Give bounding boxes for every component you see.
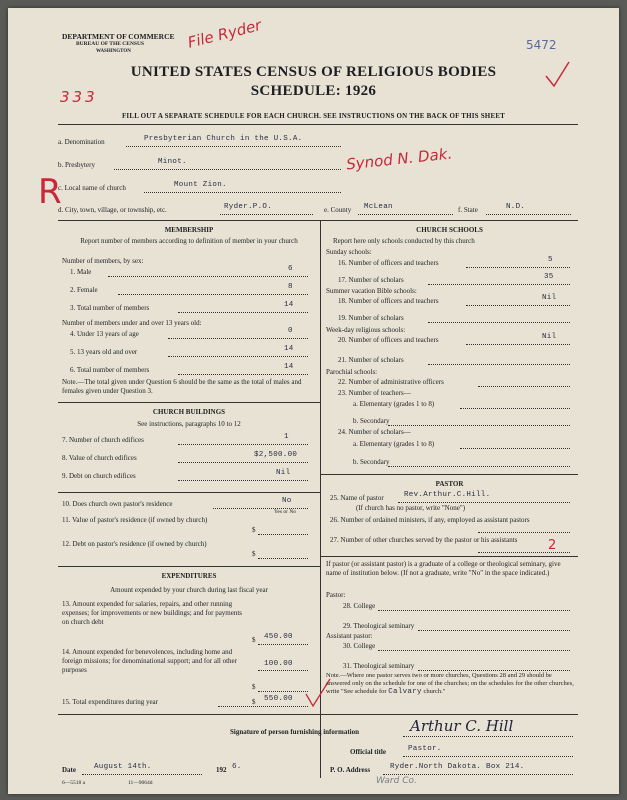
year-suffix: 6. [232, 763, 242, 771]
parochial-label: Parochial schools: [326, 368, 378, 376]
q14-currency: $ [252, 683, 256, 691]
q5-value: 14 [284, 345, 294, 353]
pencil-county-note: Ward Co. [376, 776, 417, 786]
q28-label: 28. College [343, 602, 376, 610]
bureau-label: BUREAU OF THE CENSUS [76, 41, 145, 47]
document-number: 5472 [526, 38, 557, 52]
q11-currency: $ [252, 526, 256, 534]
q15-value: 550.00 [264, 695, 293, 703]
q27-value: 2 [548, 538, 557, 553]
q29-label: 29. Theological seminary [343, 622, 415, 630]
city-label: d. City, town, village, or township, etc. [58, 206, 167, 214]
members-by-sex-label: Number of members, by sex: [62, 257, 144, 265]
official-title-label: Official title [350, 748, 386, 756]
official-title-value: Pastor. [408, 745, 442, 753]
pastor-note-value: Calvary [388, 688, 422, 696]
synod-handwriting: Synod N. Dak. [345, 144, 453, 174]
pastor-title: PASTOR [435, 480, 464, 488]
county-label: e. County [324, 206, 352, 214]
q30-label: 30. College [343, 642, 376, 650]
print-code-1: 6—5518 a [62, 780, 86, 786]
form-title: UNITED STATES CENSUS OF RELIGIOUS BODIES [130, 64, 497, 80]
q15-label: 15. Total expenditures during year [62, 698, 158, 706]
graduate-note: If pastor (or assistant pastor) is a graduate of a college or theological seminary, give name of institution below. (If not a graduate, write "No" in the space indicated.) [326, 560, 561, 577]
q12-currency: $ [252, 550, 256, 558]
q18-label: 18. Number of officers and teachers [338, 297, 439, 305]
denomination-value: Presbyterian Church in the U.S.A. [144, 135, 303, 143]
pastor-note [326, 672, 576, 696]
q17-label: 17. Number of scholars [338, 276, 404, 284]
membership-intro: Report number of members according to definition of member in your church [80, 237, 298, 245]
schools-title: CHURCH SCHOOLS [416, 226, 483, 234]
q17-value: 35 [544, 273, 554, 281]
red-code-handwriting: 333 [60, 88, 98, 106]
church-name-label: c. Local name of church [58, 184, 126, 192]
q14-value: 100.00 [264, 660, 293, 668]
margin-r-mark: R [38, 172, 62, 212]
q14-label: 14. Amount expended for benevolences, including home and foreign missions; for denominational support; and for all other purposes [62, 648, 237, 674]
q4-label: 4. Under 13 years of age [70, 330, 139, 338]
presbytery-value: Minot. [158, 158, 187, 166]
pastor-sub-label: Pastor: [326, 591, 346, 599]
signature-label: Signature of person furnishing information [230, 728, 359, 736]
q7-value: 1 [284, 433, 289, 441]
q13-currency: $ [252, 636, 256, 644]
presbytery-label: b. Presbytery [58, 161, 95, 169]
po-address-value: Ryder.North Dakota. Box 214. [390, 763, 525, 771]
q1-label: 1. Male [70, 268, 92, 276]
q6-label: 6. Total number of members [70, 366, 150, 374]
q2-label: 2. Female [70, 286, 98, 294]
membership-note: Note.—The total given under Question 6 should be the same as the total of males and females given under Question 3. [62, 378, 302, 395]
state-label: f. State [458, 206, 478, 214]
q24a-label: a. Elementary (grades 1 to 8) [353, 440, 435, 448]
expenditures-title: EXPENDITURES [161, 572, 217, 580]
q16-value: 5 [548, 256, 553, 264]
q1-value: 6 [288, 265, 293, 273]
dept-label: DEPARTMENT OF COMMERCE [62, 32, 175, 41]
form-instruction: FILL OUT A SEPARATE SCHEDULE FOR EACH CHURCH. SEE INSTRUCTIONS ON THE BACK OF THIS SHEET [121, 112, 506, 120]
q9-label: 9. Debt on church edifices [62, 472, 136, 480]
q24b-label: b. Secondary [353, 458, 390, 466]
q22-label: 22. Number of administrative officers [338, 378, 444, 386]
q23-label: 23. Number of teachers— [338, 389, 411, 397]
pastor-note-end: church." [423, 688, 446, 695]
denomination-label: a. Denomination [58, 138, 105, 146]
q23a-label: a. Elementary (grades 1 to 8) [353, 400, 435, 408]
church-name-value: Mount Zion. [174, 181, 227, 189]
city-value: Ryder.P.O. [224, 203, 273, 211]
q10-hint: Yes or No [274, 509, 297, 515]
q10-value: No [282, 497, 292, 505]
q13-value: 450.00 [264, 633, 293, 641]
state-value: N.D. [506, 203, 526, 211]
print-code-2: 11—9064d [128, 780, 153, 786]
q31-label: 31. Theological seminary [343, 662, 415, 670]
q3-value: 14 [284, 301, 294, 309]
q6-value: 14 [284, 363, 294, 371]
county-value: McLean [364, 203, 393, 211]
q9-value: Nil [276, 469, 291, 477]
buildings-title: CHURCH BUILDINGS [152, 408, 226, 416]
q26-label: 26. Number of ordained ministers, if any, employed as assistant pastors [330, 516, 530, 524]
membership-title: MEMBERSHIP [164, 226, 214, 234]
q25-hint: (If church has no pastor, write "None") [356, 504, 466, 512]
expenditures-intro: Amount expended by your church during last fiscal year [110, 586, 268, 594]
q25-value: Rev.Arthur.C.Hill. [404, 491, 491, 499]
q7-label: 7. Number of church edifices [62, 436, 144, 444]
q2-value: 8 [288, 283, 293, 291]
q11-label: 11. Value of pastor's residence (if owned by church) [62, 516, 208, 524]
q23b-label: b. Secondary [353, 417, 390, 425]
asst-pastor-label: Assistant pastor: [326, 632, 373, 640]
q18-value: Nil [542, 294, 557, 302]
q15-currency: $ [252, 698, 256, 706]
census-schedule-sheet [8, 8, 619, 794]
city-label: WASHINGTON [96, 49, 131, 54]
weekday-label: Week-day religious schools: [326, 326, 406, 334]
date-value: August 14th. [94, 763, 152, 771]
q24-label: 24. Number of scholars— [338, 428, 411, 436]
q21-label: 21. Number of scholars [338, 356, 404, 364]
schools-intro: Report here only schools conducted by this church [333, 237, 475, 245]
q8-label: 8. Value of church edifices [62, 454, 137, 462]
q27-label: 27. Number of other churches served by the pastor or his assistants [330, 536, 518, 544]
q10-label: 10. Does church own pastor's residence [62, 500, 173, 508]
pastor-signature: Arthur C. Hill [410, 717, 514, 735]
q12-label: 12. Debt on pastor's residence (if owned by church) [62, 540, 207, 548]
year-prefix: 192 [216, 766, 227, 774]
q19-label: 19. Number of scholars [338, 314, 404, 322]
q8-value: $2,500.00 [254, 451, 298, 459]
q20-label: 20. Number of officers and teachers [338, 336, 439, 344]
sunday-label: Sunday schools: [326, 248, 372, 256]
form-subtitle: SCHEDULE: 1926 [250, 83, 377, 99]
date-label: Date [62, 766, 76, 774]
q16-label: 16. Number of officers and teachers [338, 259, 439, 267]
q3-label: 3. Total number of members [70, 304, 150, 312]
age-heading: Number of members under and over 13 years old: [62, 319, 202, 327]
q4-value: 0 [288, 327, 293, 335]
file-note-handwriting: File Ryder [185, 16, 264, 52]
q13-label: 13. Amount expended for salaries, repairs, and other running expenses; for improvements or new buildings; and for payments on church debt [62, 600, 243, 626]
q25-label: 25. Name of pastor [330, 494, 384, 502]
po-address-label: P. O. Address [330, 766, 371, 774]
pastor-note-text: Note.—Where one pastor serves two or more churches, Questions 28 and 29 should be answered only on the schedule for one of the churches; on the schedules for the other churches, write "See schedule for [326, 672, 574, 695]
buildings-sub: See instructions, paragraphs 10 to 12 [137, 420, 241, 428]
q20-value: Nil [542, 333, 557, 341]
summer-label: Summer vacation Bible schools: [326, 287, 417, 295]
q5-label: 5. 13 years old and over [70, 348, 138, 356]
